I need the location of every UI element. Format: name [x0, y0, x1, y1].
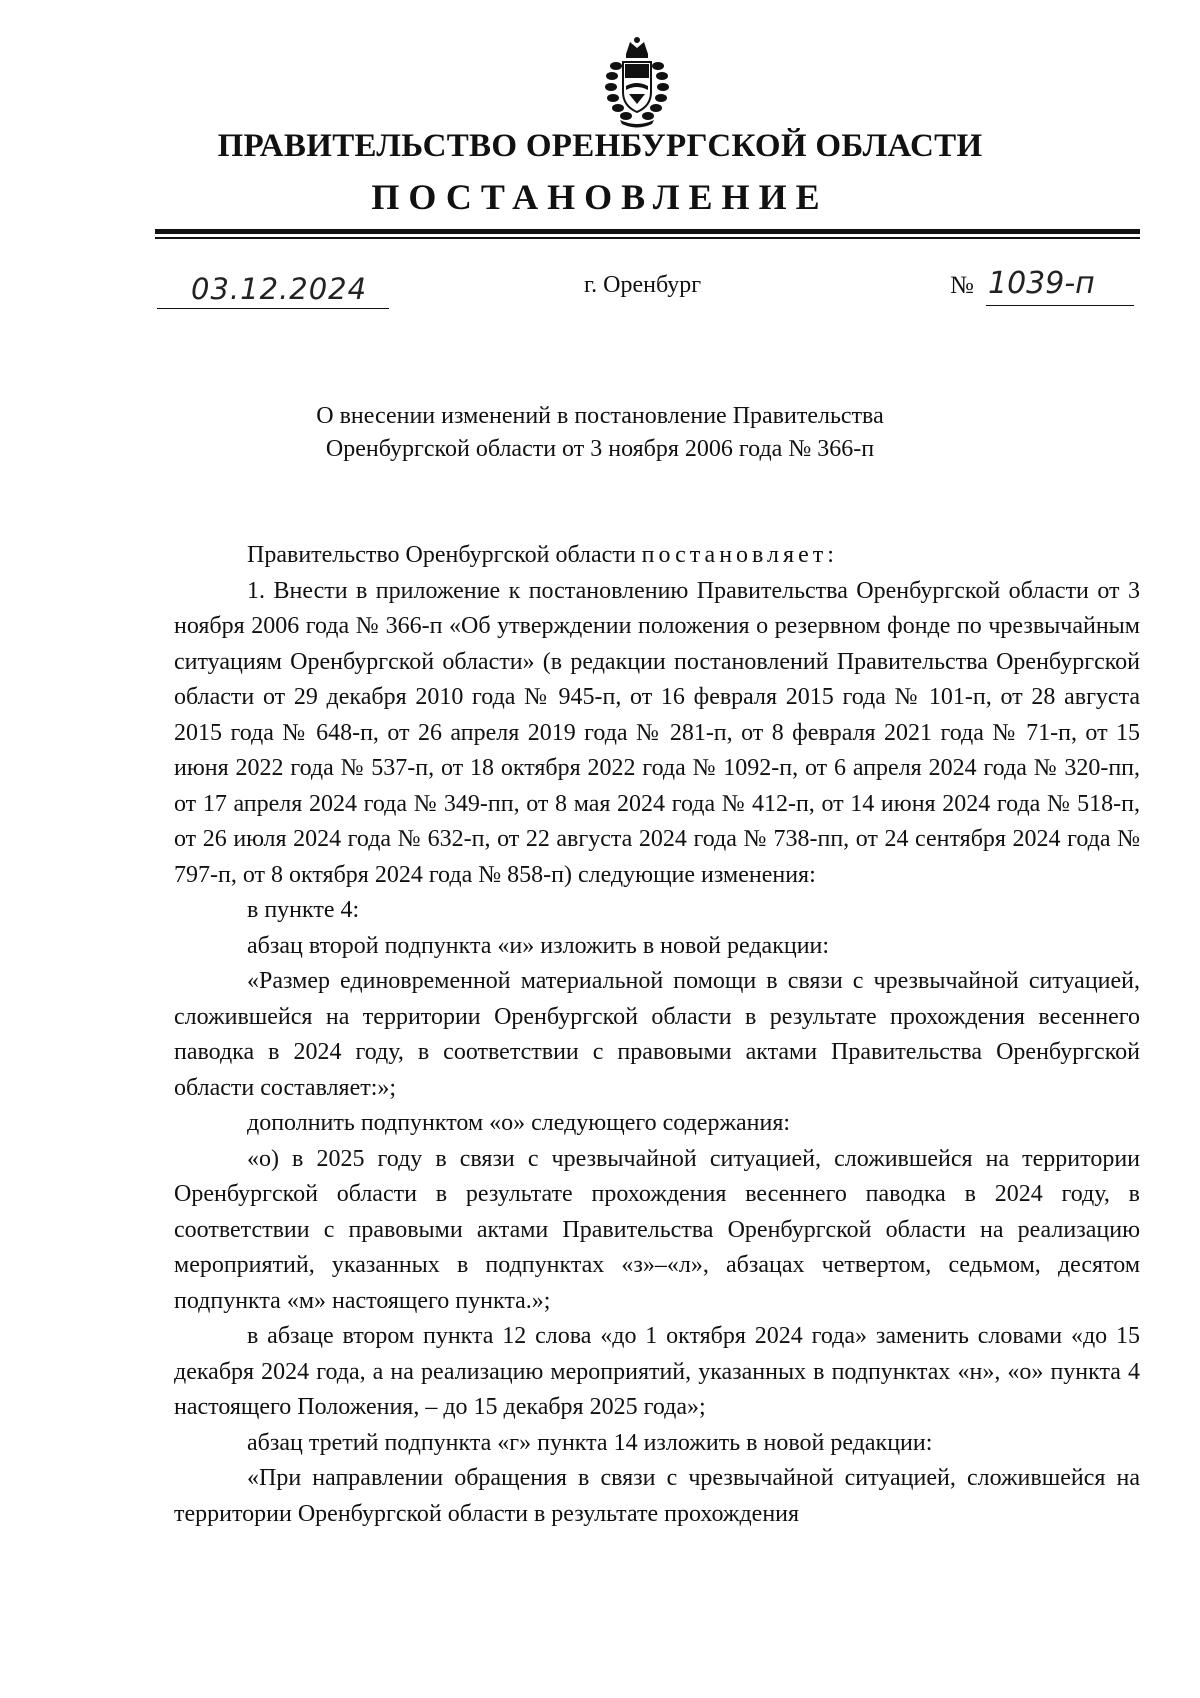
- body-paragraph: «При направлении обращения в связи с чрезвычайной ситуацией, сложившейся на территории Оренбургской области в результате прохождения: [174, 1465, 1140, 1527]
- document-subject: [0, 400, 1200, 466]
- intro-paragraph: Правительство Оренбургской области постановляет:: [247, 542, 834, 568]
- header-divider-thin: [155, 237, 1140, 239]
- handwritten-date: 03.12.2024: [191, 272, 368, 306]
- body-paragraph: дополнить подпунктом «о» следующего содержания:: [247, 1110, 791, 1136]
- body-paragraph: абзац третий подпункта «г» пункта 14 изложить в новой редакции:: [247, 1429, 933, 1456]
- number-sign: №: [950, 272, 974, 299]
- body-paragraph: абзац второй подпункта «и» изложить в новой редакции:: [247, 932, 830, 959]
- handwritten-number: 1039-п: [986, 264, 1134, 306]
- document-number-field: [950, 252, 1136, 308]
- subject-line: О внесении изменений в постановление Правительства: [316, 403, 884, 429]
- body-paragraph: «о) в 2025 году в связи с чрезвычайной ситуацией, сложившейся на территории Оренбургской области в результате прохождения весеннего паводка в 2024 году, в соответствии с правовыми актами Правительства Оренбургской области на реализацию мероприятий, указанных в подпунктах «з»–«л», абзацах четвертом, седьмом, десятом подпункта «м» настоящего пункта.»;: [174, 1145, 1140, 1314]
- body-paragraph: «Размер единовременной материальной помощи в связи с чрезвычайной ситуацией, сложившейся на территории Оренбургской области в результате прохождения весеннего паводка в 2024 году, в соответствии с правовыми актами Правительства Оренбургской области составляет:»;: [174, 968, 1140, 1101]
- document-type-title: ПОСТАНОВЛЕНИЕ: [371, 177, 829, 217]
- government-title: ПРАВИТЕЛЬСТВО ОРЕНБУРГСКОЙ ОБЛАСТИ: [217, 128, 983, 164]
- resolves-word: постановляет: [641, 542, 828, 568]
- document-body: [174, 538, 1140, 1532]
- body-paragraph: 1. Внести в приложение к постановлению Правительства Оренбургской области от 3 ноября 2006 года № 366-п «Об утверждении положения о резервном фонде по чрезвычайным ситуациям Оренбургской области» (в редакции постановлений Правительства Оренбургской области от 29 декабря 2010 года № 945-п, от 16 февраля 2015 года № 101-п, от 28 августа 2015 года № 648-п, от 26 апреля 2019 года № 281-п, от 8 февраля 2021 года № 71-п, от 15 июня 2022 года № 537-п, от 18 октября 2022 года № 1092-п, от 6 апреля 2024 года № 320-пп, от 17 апреля 2024 года № 349-пп, от 8 мая 2024 года № 412-п, от 14 июня 2024 года № 518-п, от 26 июля 2024 года № 632-п, от 22 августа 2024 года № 738-пп, от 24 сентября 2024 года № 797-п, от 8 октября 2024 года № 858-п) следующие изменения:: [174, 577, 1140, 888]
- city-label: г. Оренбург: [584, 272, 702, 298]
- body-paragraph: в пункте 4:: [247, 897, 360, 923]
- date-field: [157, 252, 389, 309]
- body-paragraph: в абзаце втором пункта 12 слова «до 1 октября 2024 года» заменить словами «до 15 декабря 2024 года, а на реализацию мероприятий, указанных в подпунктах «н», «о» пункта 4 настоящего Положения, – до 15 декабря 2025 года»;: [174, 1323, 1140, 1420]
- coat-of-arms-icon: [602, 36, 672, 128]
- subject-line: Оренбургской области от 3 ноября 2006 года № 366-п: [325, 436, 875, 462]
- header-divider-thick: [155, 229, 1140, 234]
